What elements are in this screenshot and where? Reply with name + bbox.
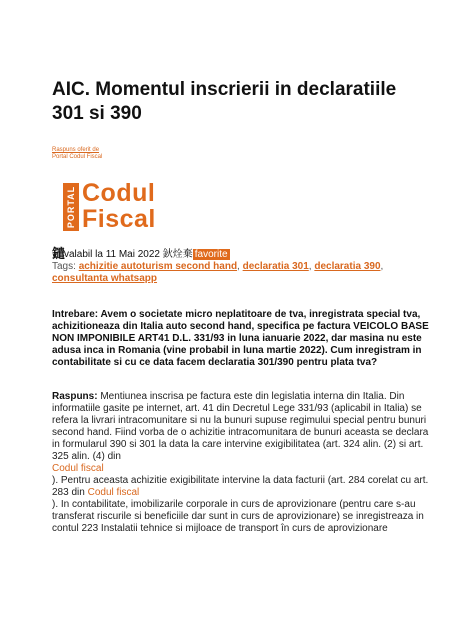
document-page <box>52 0 432 535</box>
logo-portal-text: PORTAL <box>66 185 76 229</box>
answered-by-source: Portal Codul Fiscal <box>52 154 103 160</box>
tag-link[interactable]: achizitie autoturism second hand <box>78 261 238 272</box>
answer-label: Raspuns: <box>52 391 98 402</box>
favorite-prefix-glyphs: 鈥烇棄 <box>162 249 193 260</box>
tags-line <box>52 261 432 285</box>
tag-separator: , <box>308 261 312 272</box>
answer-text-part2: ). Pentru aceasta achizitie exigibilitate intervine la data facturii (art. 284 corelat cu art. 283 din <box>52 475 429 498</box>
garbled-glyph: 鑓 <box>52 246 66 261</box>
favorite-badge[interactable]: favorite <box>194 249 228 260</box>
logo-word-codul: Codul <box>82 179 156 207</box>
availability-date: valabil la 11 Mai 2022 <box>64 249 160 260</box>
answer-block <box>52 391 432 535</box>
tag-separator: , <box>380 261 384 272</box>
tag-link[interactable]: declaratia 390 <box>314 261 381 272</box>
codul-fiscal-link[interactable]: Codul fiscal <box>87 487 140 498</box>
logo-portal-text-wrap <box>63 183 79 231</box>
question-text: Intrebare: Avem o societate micro neplatitoare de tva, inregistrata special tva, achizitioneaza din Italia auto second hand, specifica pe factura VEICOLO BASE NON IMPONIBILE ART41 D.L. 331/93 in luna ianuarie 2022, dar masina nu este adusa inca in Romania (vine probabil in luna martie 2022). Cum inregistram in contabilitate si cu ce data facem declaratia 301/390 pentru plata tva? <box>52 309 429 368</box>
answered-by-link[interactable]: Raspuns oferit de <box>52 147 100 153</box>
availability-line <box>52 247 432 261</box>
answer-text-part1: Mentiunea inscrisa pe factura este din legislatia interna din Italia. Din informatiile gasite pe internet, art. 41 din Decretul Lege 331/93 (aplicabil in Italia) se refera la livrari intracomunitare si nu la bunuri supuse regimului special pentru bunuri second hand. Fiind vorba de o achizitie intracomunitara de bunuri aceasta se declara in formularul 390 si 301 la data la care intervine exigibilitatea (art. 324 alin. (2) si art. 325 alin. (4) din <box>52 391 429 462</box>
tag-link[interactable]: consultanta whatsapp <box>52 273 158 284</box>
tag-separator: , <box>237 261 240 272</box>
tags-label: Tags: <box>52 261 76 272</box>
codul-fiscal-link[interactable]: Codul fiscal <box>52 463 104 474</box>
codul-fiscal-logo <box>52 181 432 235</box>
answered-by <box>52 147 432 161</box>
page-title: AIC. Momentul inscrierii in declaratiile 301 si 390 <box>52 79 397 124</box>
logo-word-fiscal: Fiscal <box>82 205 156 233</box>
tag-link[interactable]: declaratia 301 <box>242 261 309 272</box>
answer-text-part3: ). In contabilitate, imobilizarile corporale in curs de aprovizionare (pentru care s-au transferat riscurile si beneficiile dar sunt in curs de aprovizionare) se inregistreaza in contul 223 Instalatii tehnice si mijloace de transport în curs de aprovizionare <box>52 499 424 534</box>
